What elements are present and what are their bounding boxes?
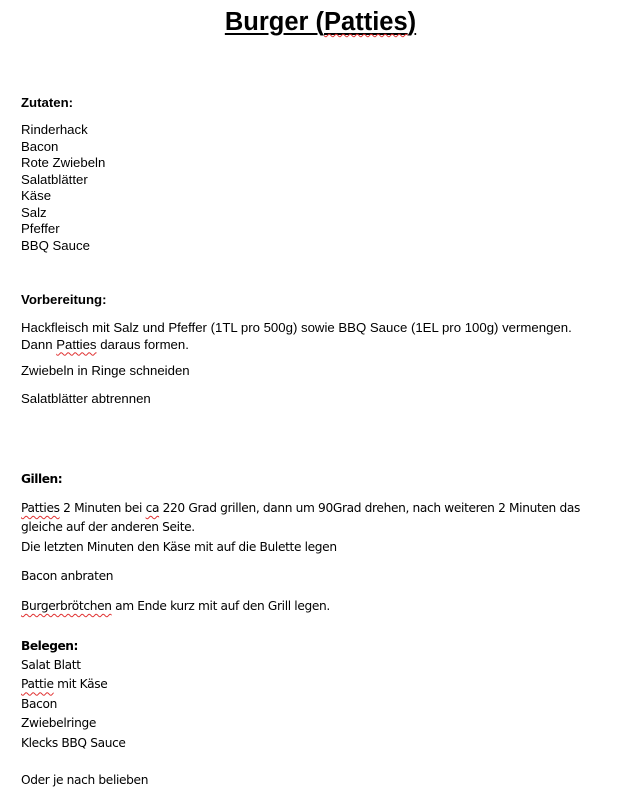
title-prefix: Burger ( (224, 8, 325, 36)
preparation-step-1 (21, 320, 572, 353)
ingredient-item: Salatblätter (21, 171, 88, 187)
topping-item: Klecks BBQ Sauce (21, 735, 126, 750)
grilling-line: gleiche auf der anderen Seite. (21, 520, 195, 535)
title-text (225, 8, 416, 36)
text-fragment: Dann (21, 336, 57, 352)
grilling-step-3 (21, 597, 330, 616)
section-heading-zutaten: Zutaten: (21, 95, 74, 110)
spellcheck-word[interactable]: ca (145, 501, 160, 515)
text-fragment: daraus formen. (96, 336, 189, 352)
ingredient-item: Käse (21, 188, 52, 203)
ingredient-item: BBQ Sauce (21, 237, 90, 253)
title-suffix: ) (407, 8, 417, 36)
preparation-step-2: Zwiebeln in Ringe schneiden (21, 363, 190, 378)
grilling-step-2: Bacon anbraten (21, 569, 114, 583)
ingredient-list (21, 122, 105, 254)
grilling-line (21, 499, 580, 518)
spellcheck-word[interactable]: Patties (56, 336, 97, 352)
ingredient-item: Rinderhack (21, 122, 88, 137)
ingredient-item: Salz (21, 204, 47, 220)
topping-item (21, 675, 126, 694)
ingredient-item: Pfeffer (21, 221, 60, 236)
text-fragment: 220 Grad grillen, dann um 90Grad drehen, nach weiteren 2 Minuten das (159, 501, 580, 515)
section-heading-vorbereitung: Vorbereitung: (21, 292, 107, 307)
topping-item: Salat Blatt (21, 658, 81, 672)
spellcheck-word[interactable]: Patties (21, 501, 60, 515)
spellcheck-word[interactable]: Pattie (21, 677, 54, 692)
closing-note: Oder je nach belieben (21, 773, 149, 787)
spellcheck-word[interactable]: Burgerbrötchen (21, 599, 112, 613)
topping-item: Bacon (21, 696, 57, 711)
text-fragment: mit Käse (53, 677, 108, 692)
preparation-step-3: Salatblätter abtrennen (21, 391, 151, 406)
preparation-line (21, 337, 572, 354)
grilling-step-1 (21, 499, 580, 557)
text-fragment: 2 Minuten bei (59, 501, 146, 515)
spellcheck-word[interactable]: Patties (324, 8, 408, 36)
topping-item: Zwiebelringe (21, 716, 96, 731)
section-heading-belegen: Belegen: (21, 639, 78, 653)
topping-list (21, 656, 126, 753)
preparation-line: Hackfleisch mit Salz und Pfeffer (1TL pro 500g) sowie BBQ Sauce (1EL pro 100g) vermengen. (21, 320, 572, 335)
ingredient-item: Bacon (21, 138, 59, 154)
section-heading-grillen: Gillen: (21, 472, 63, 486)
ingredient-item: Rote Zwiebeln (21, 155, 106, 170)
grilling-line: Die letzten Minuten den Käse mit auf die Bulette legen (21, 539, 337, 554)
document-title (0, 6, 641, 38)
text-fragment: am Ende kurz mit auf den Grill legen. (111, 599, 330, 613)
